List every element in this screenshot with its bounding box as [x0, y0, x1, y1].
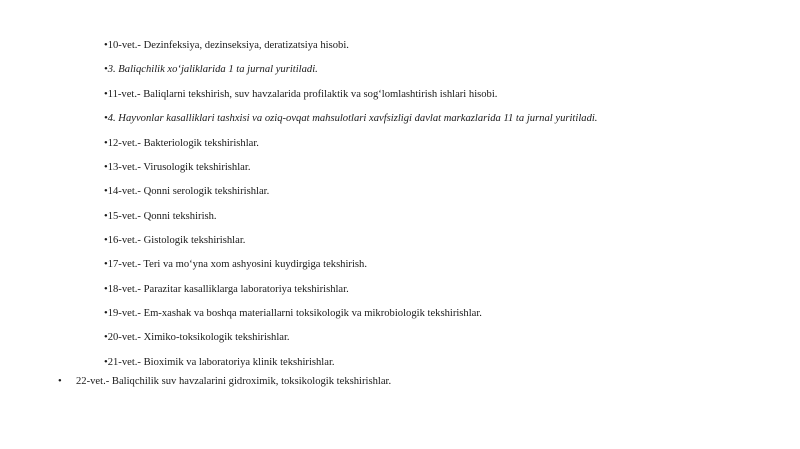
list-item: •20-vet.- Ximiko-toksikologik tekshirishlar.	[104, 332, 290, 343]
list-item: •18-vet.- Parazitar kasalliklarga laboratoriya tekshirishlar.	[104, 284, 349, 295]
outer-list-item	[58, 375, 391, 389]
list-item: •4. Hayvonlar kasalliklari tashxisi va oziq-ovqat mahsulotlari xavfsizligi davlat markazlarida 11 ta jurnal yuritiladi.	[104, 113, 598, 124]
list-item: •14-vet.- Qonni serologik tekshirishlar.	[104, 186, 270, 197]
list-item: •19-vet.- Em-xashak va boshqa materiallarni toksikologik va mikrobiologik tekshirishlar.	[104, 308, 482, 319]
outer-list-item-text: 22-vet.- Baliqchilik suv havzalarini gidroximik, toksikologik tekshirishlar.	[76, 376, 392, 387]
bullet-icon: •	[58, 376, 62, 387]
list-item: •21-vet.- Bioximik va laboratoriya klinik tekshirishlar.	[104, 357, 335, 368]
list-item: •3. Baliqchilik xo‘jaliklarida 1 ta jurnal yuritiladi.	[104, 64, 318, 75]
list-item: •15-vet.- Qonni tekshirish.	[104, 211, 217, 222]
list-item: •17-vet.- Teri va mo‘yna xom ashyosini kuydirgiga tekshirish.	[104, 259, 367, 270]
list-item: •12-vet.- Bakteriologik tekshirishlar.	[104, 138, 259, 149]
list-item: •10-vet.- Dezinfeksiya, dezinseksiya, deratizatsiya hisobi.	[104, 40, 349, 51]
list-item: •16-vet.- Gistologik tekshirishlar.	[104, 235, 246, 246]
list-item: •13-vet.- Virusologik tekshirishlar.	[104, 162, 251, 173]
list-item: •11-vet.- Baliqlarni tekshirish, suv havzalarida profilaktik va sog‘lomlashtirish ishlari hisobi.	[104, 89, 498, 100]
